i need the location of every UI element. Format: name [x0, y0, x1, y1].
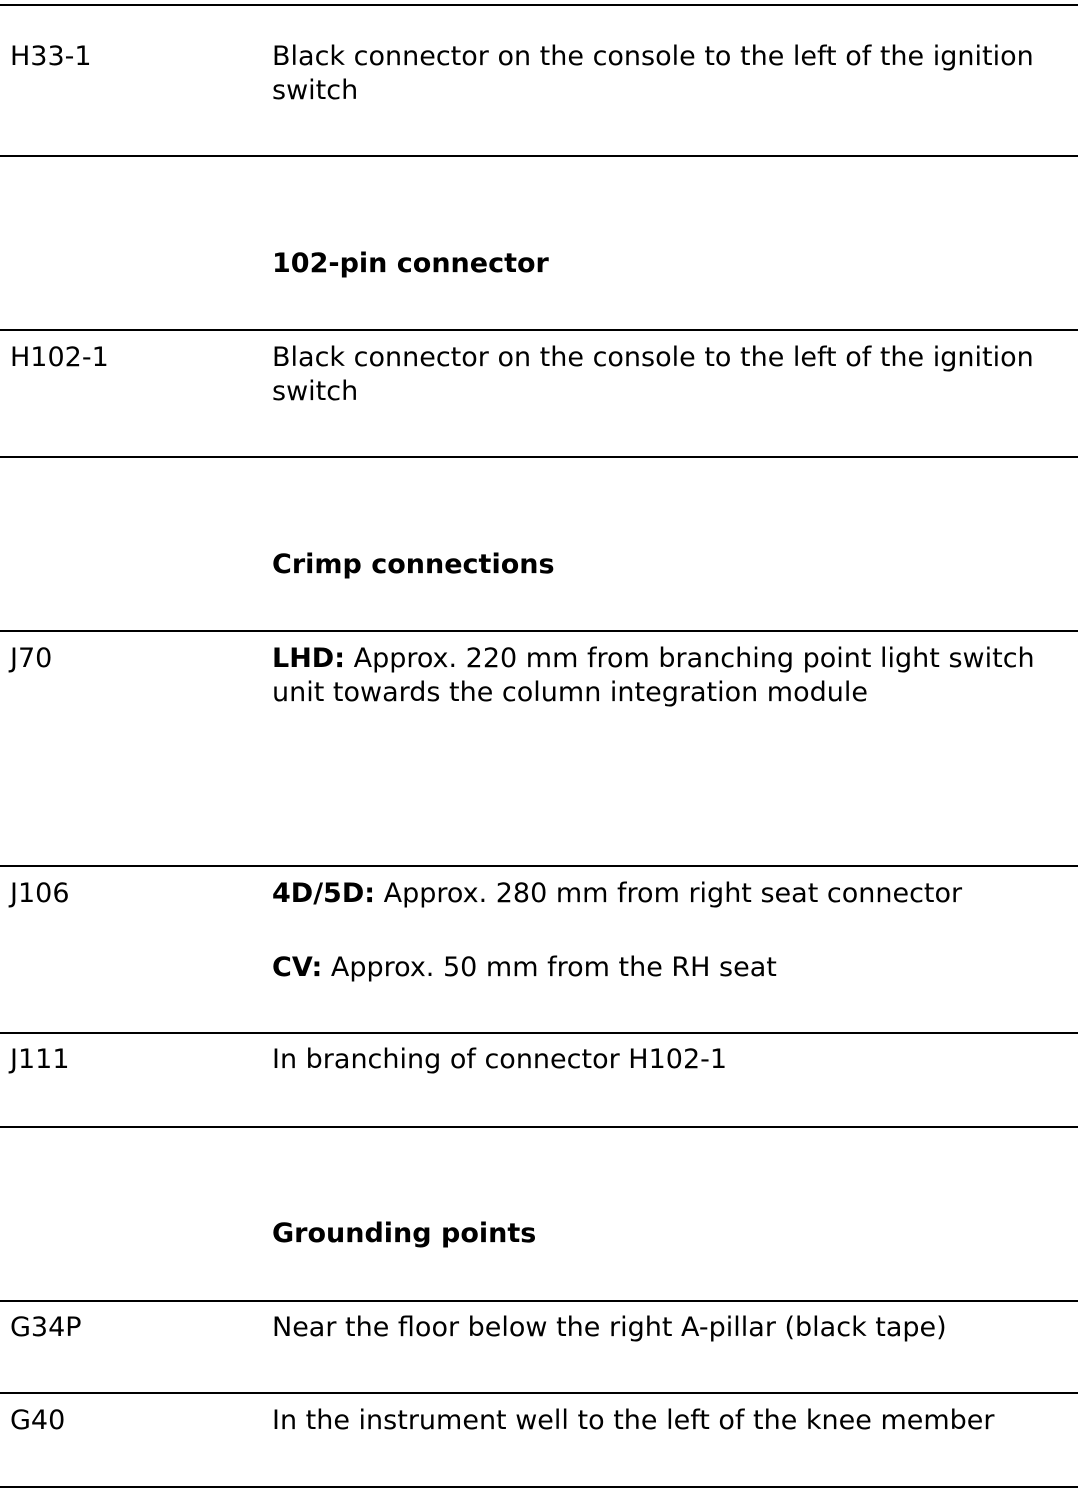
table-row-description-j106: [272, 877, 1072, 985]
table-row-code-h33: H33-1: [10, 41, 92, 72]
table-row-code-j70: J70: [10, 643, 53, 674]
section-heading-grounding: Grounding points: [272, 1218, 537, 1249]
table-row-code-j106: J106: [10, 878, 70, 909]
table-row-description-h33: Black connector on the console to the left of the ignition switch: [272, 41, 1034, 106]
table-row-description-g34p: Near the floor below the right A-pillar (black tape): [272, 1312, 947, 1343]
section-heading-crimp: Crimp connections: [272, 549, 555, 580]
table-rule: [0, 329, 1078, 331]
table-rule: [0, 1126, 1078, 1128]
table-rule: [0, 155, 1078, 157]
table-rule: [0, 1392, 1078, 1394]
cv-label: CV:: [272, 952, 323, 983]
j106-text-cv: Approx. 50 mm from the RH seat: [322, 952, 777, 983]
table-row-description-h102: Black connector on the console to the left of the ignition switch: [272, 342, 1034, 407]
lhd-label: LHD:: [272, 643, 346, 674]
section-heading-102-pin: 102-pin connector: [272, 248, 549, 279]
table-row-description-g40: In the instrument well to the left of the knee member: [272, 1405, 995, 1436]
table-rule: [0, 865, 1078, 867]
table-rule: [0, 456, 1078, 458]
table-row-description-j111: In branching of connector H102-1: [272, 1044, 728, 1075]
j106-paragraph-4d5d: [272, 877, 1072, 911]
table-rule: [0, 4, 1078, 6]
table-rule: [0, 1032, 1078, 1034]
j106-paragraph-cv: [272, 951, 1072, 985]
table-row-description-j70: [272, 642, 1072, 710]
table-row-code-h102: H102-1: [10, 342, 109, 373]
table-rule: [0, 1486, 1078, 1488]
table-rule: [0, 630, 1078, 632]
table-rule: [0, 1300, 1078, 1302]
j70-text: Approx. 220 mm from branching point light switch unit towards the column integration module: [272, 643, 1035, 708]
table-row-code-g34p: G34P: [10, 1312, 82, 1343]
table-row-code-g40: G40: [10, 1405, 66, 1436]
j106-text-4d5d: Approx. 280 mm from right seat connector: [375, 878, 963, 909]
table-row-code-j111: J111: [10, 1044, 70, 1075]
4d5d-label: 4D/5D:: [272, 878, 376, 909]
